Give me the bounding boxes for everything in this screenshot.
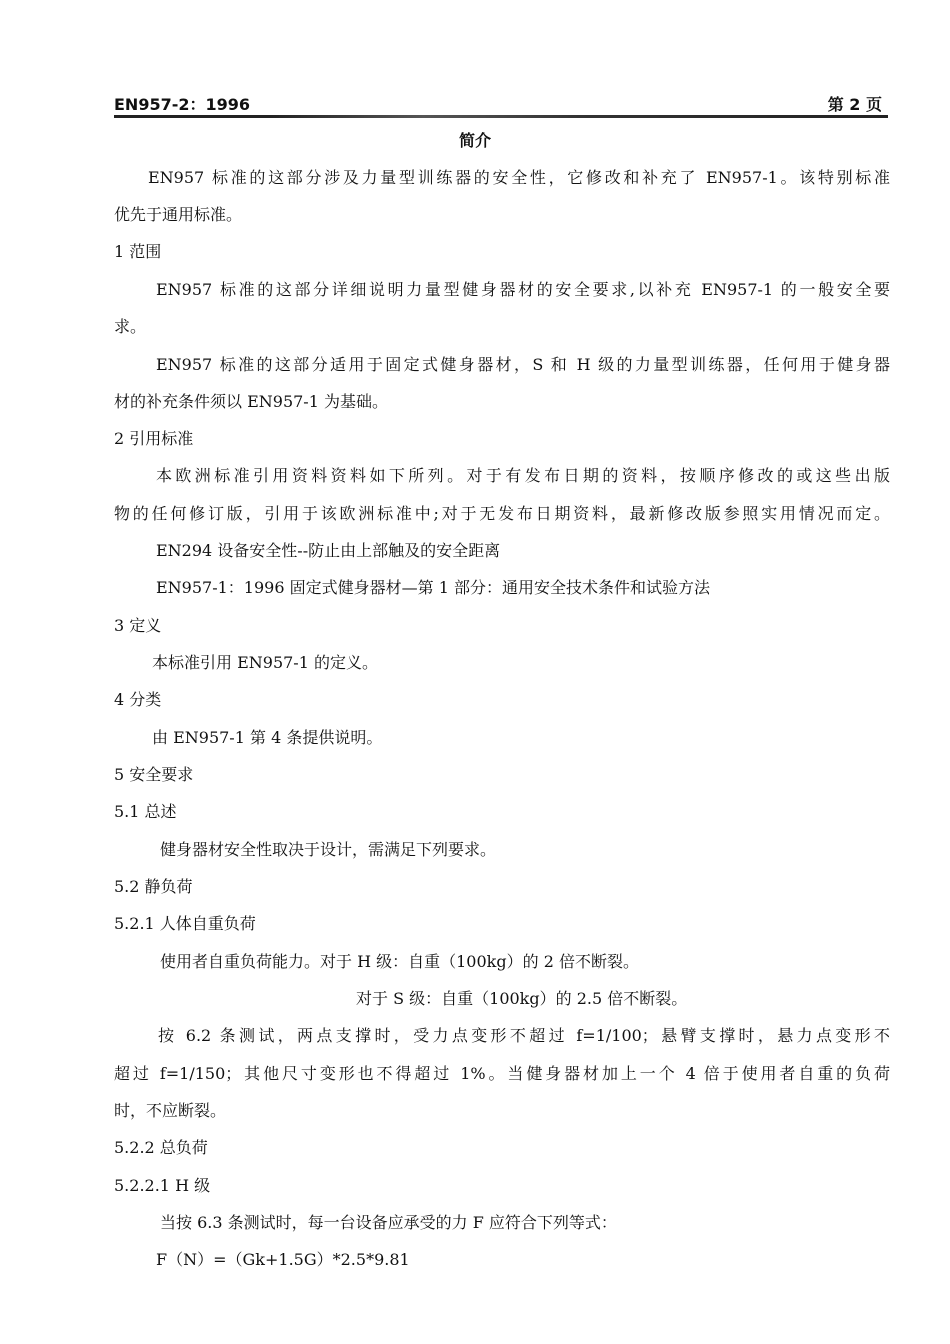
reference-item-2: EN957-1：1996 固定式健身器材—第 1 部分：通用安全技术条件和试验方法 [156, 578, 710, 597]
references-p-line-1: 本欧洲标准引用资料资料如下所列。对于有发布日期的资料，按顺序修改的或这些出版 [156, 466, 890, 485]
classification-p: 由 EN957-1 第 4 条提供说明。 [152, 728, 383, 747]
body-weight-p3-line-1: 按 6.2 条测试，两点支撑时，受力点变形不超过 f=1/100；悬臂支撑时，悬力点变形不 [158, 1026, 890, 1045]
total-load-p: 当按 6.3 条测试时，每一台设备应承受的力 F 应符合下列等式： [160, 1213, 617, 1232]
load-equation: F（N）=（Gk+1.5G）*2.5*9.81 [156, 1250, 410, 1269]
heading-5-2-2: 5.2.2 总负荷 [114, 1138, 208, 1157]
scope-p1-line-2: 求。 [114, 317, 147, 336]
page-header [114, 88, 888, 118]
header-rule [114, 115, 888, 118]
body-weight-p3-line-2: 超过 f=1/150；其他尺寸变形也不得超过 1%。当健身器材加上一个 4 倍于使用者自重的负荷 [114, 1064, 890, 1083]
heading-5-2-1: 5.2.1 人体自重负荷 [114, 914, 256, 933]
scope-p2-line-1: EN957 标准的这部分适用于固定式健身器材，S 和 H 级的力量型训练器，任何用于健身器 [156, 355, 890, 374]
section-title: 简介 [458, 131, 491, 150]
page-number: 第 2 页 [827, 95, 882, 114]
reference-item-1: EN294 设备安全性--防止由上部触及的安全距离 [156, 541, 501, 560]
body-weight-p3-line-3: 时，不应断裂。 [114, 1101, 227, 1120]
intro-line-2: 优先于通用标准。 [114, 205, 243, 224]
references-p-line-2: 物的任何修订版，引用于该欧洲标准中;对于无发布日期资料，最新修改版参照实用情况而定。 [114, 504, 890, 523]
heading-definitions: 3 定义 [114, 616, 162, 635]
heading-scope: 1 范围 [114, 242, 162, 261]
general-p: 健身器材安全性取决于设计，需满足下列要求。 [160, 840, 497, 859]
heading-classification: 4 分类 [114, 690, 162, 709]
definitions-p: 本标准引用 EN957-1 的定义。 [152, 653, 378, 672]
heading-references: 2 引用标准 [114, 429, 194, 448]
scope-p1-line-1: EN957 标准的这部分详细说明力量型健身器材的安全要求,以补充 EN957-1 的一般安全要 [156, 280, 890, 299]
heading-5-2: 5.2 静负荷 [114, 877, 193, 896]
heading-5-1: 5.1 总述 [114, 802, 177, 821]
heading-5-2-2-1: 5.2.2.1 H 级 [114, 1176, 211, 1195]
intro-line-1: EN957 标准的这部分涉及力量型训练器的安全性，它修改和补充了 EN957-1。该特别标准 [148, 168, 890, 187]
body-weight-p1: 使用者自重负荷能力。对于 H 级：自重（100kg）的 2 倍不断裂。 [160, 952, 639, 971]
document-id: EN957-2：1996 [114, 95, 251, 114]
scope-p2-line-2: 材的补充条件须以 EN957-1 为基础。 [114, 392, 388, 411]
body-weight-p2: 对于 S 级：自重（100kg）的 2.5 倍不断裂。 [356, 989, 688, 1008]
heading-safety-requirements: 5 安全要求 [114, 765, 194, 784]
